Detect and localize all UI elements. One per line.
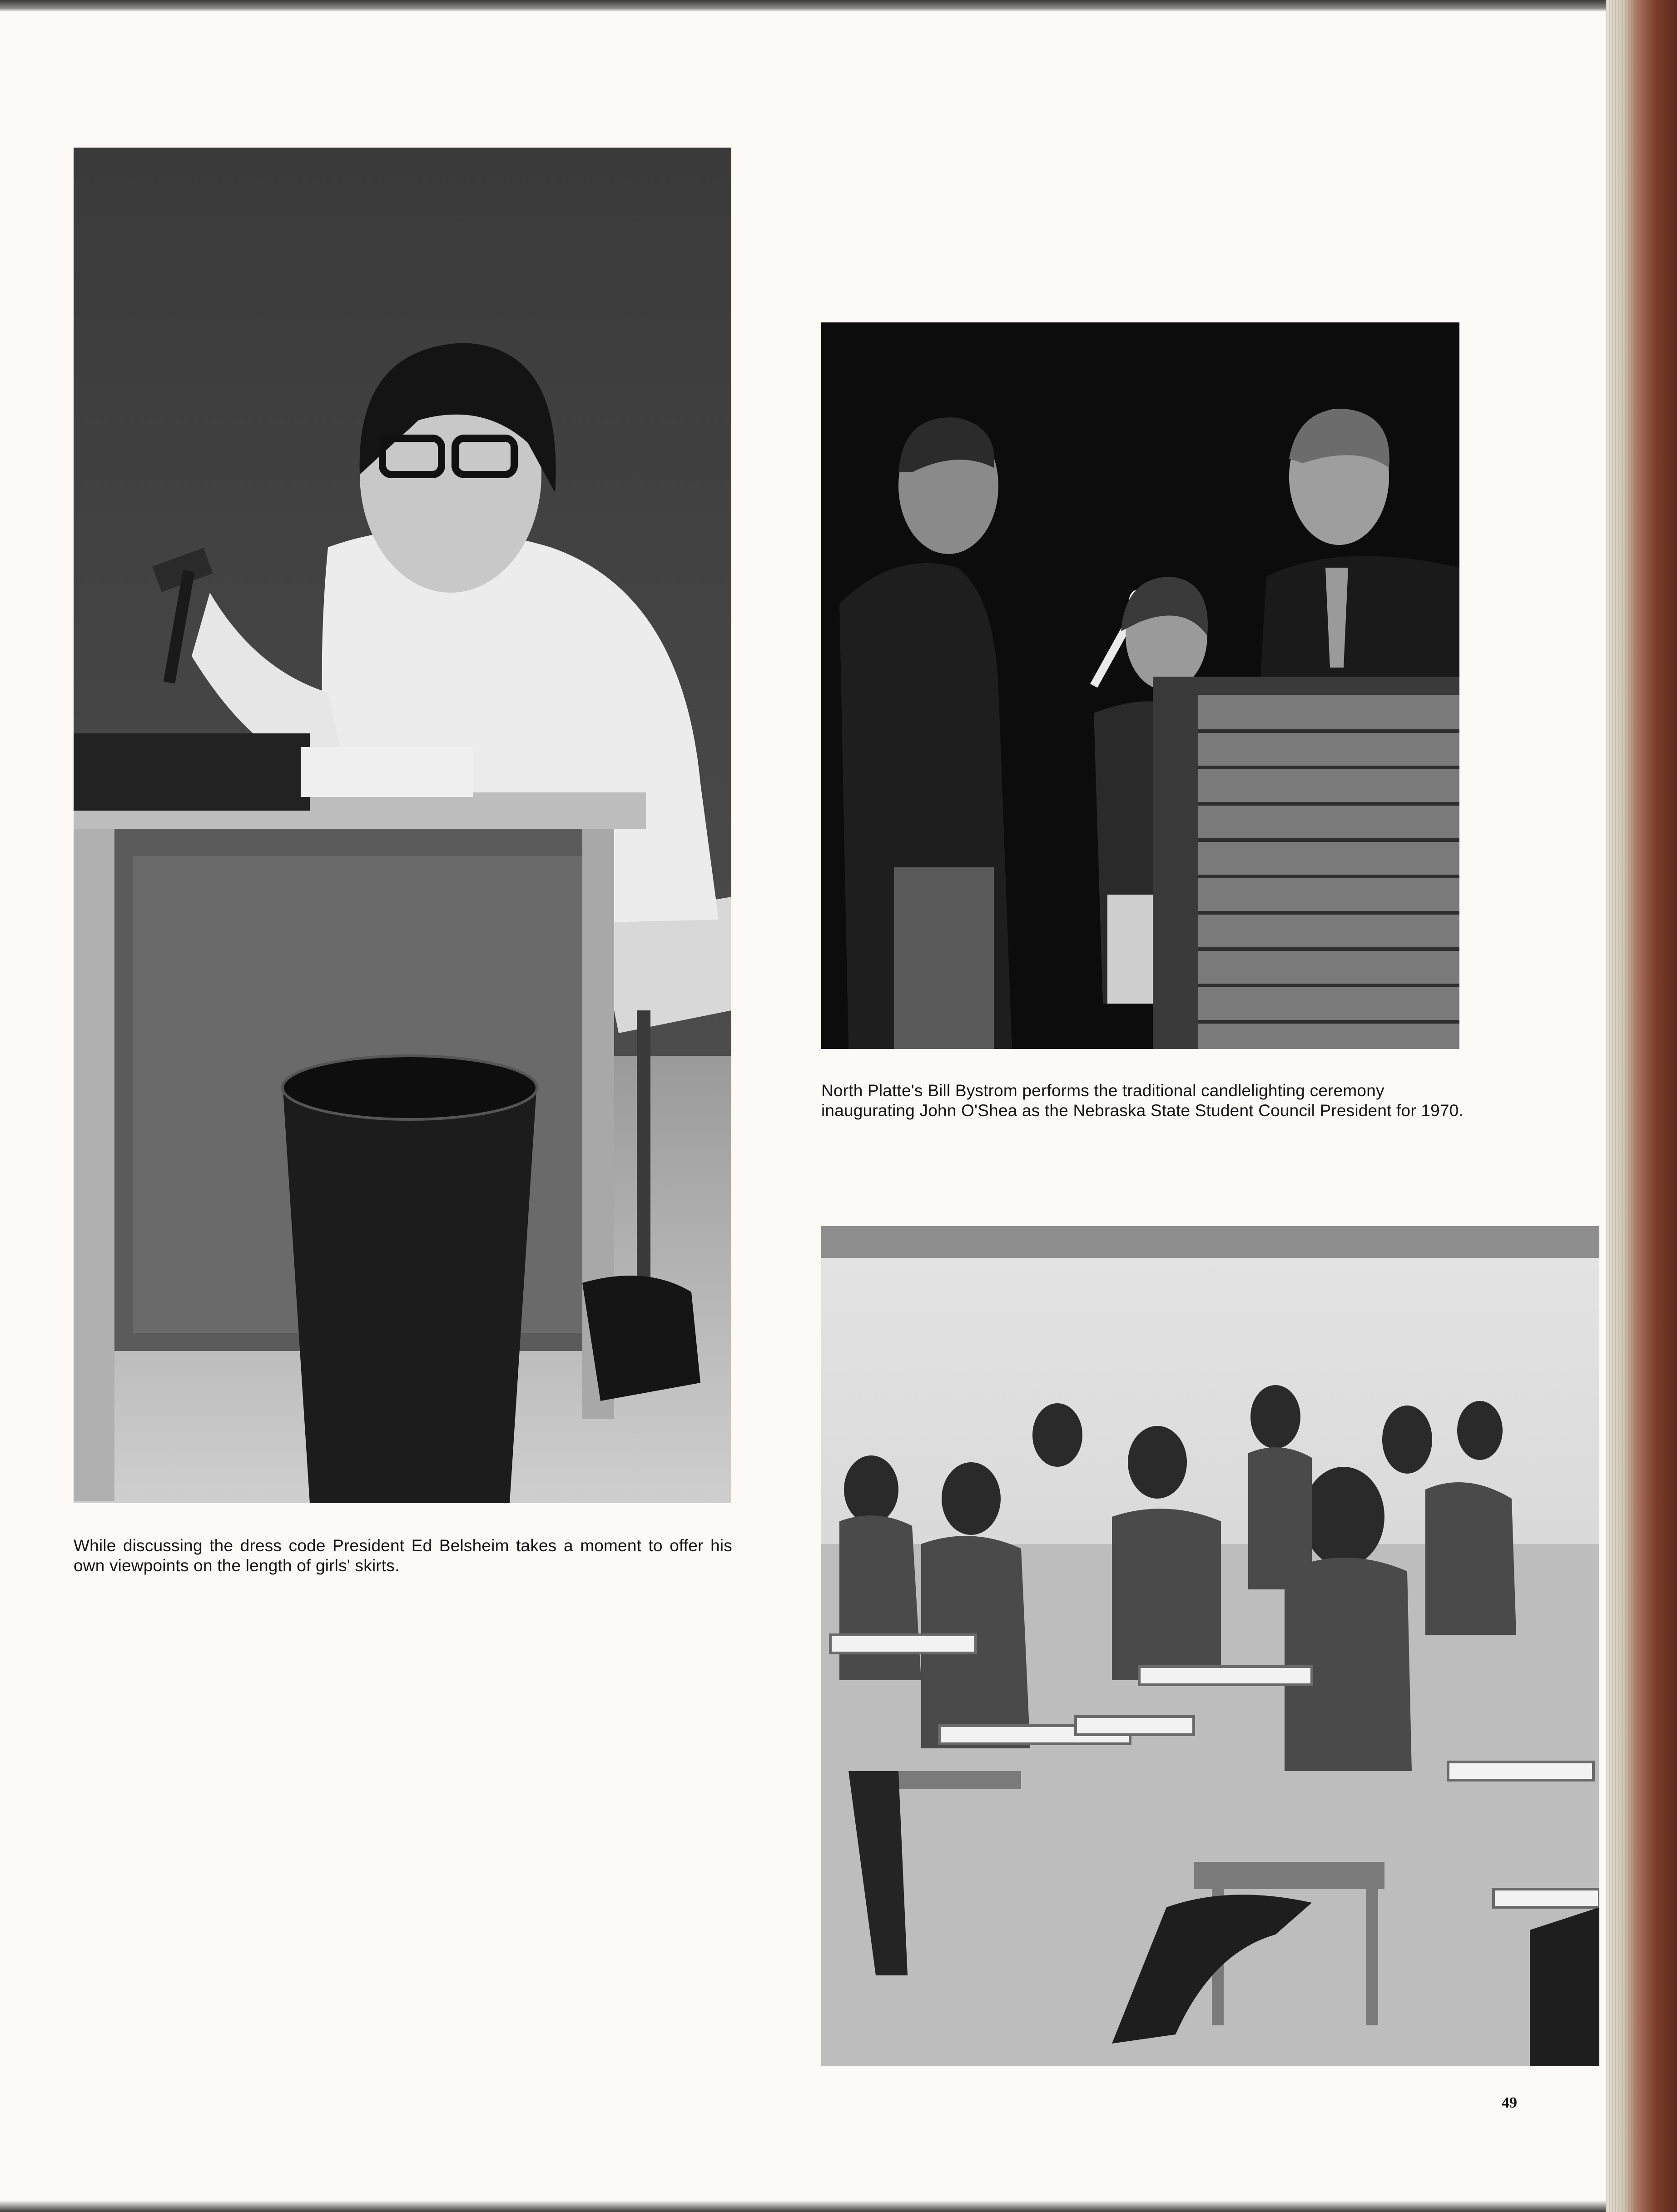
page-number: 49 [1502, 2094, 1517, 2111]
photo-classroom [821, 1226, 1599, 2066]
book-binding [1606, 0, 1677, 2212]
page-top-edge [0, 0, 1606, 12]
caption-candlelighting: North Platte's Bill Bystrom performs the traditional candlelighting ceremony inaugurating John O'Shea as the Nebraska State Student Council President for 1970. [821, 1081, 1464, 1120]
page-bottom-edge [0, 2200, 1606, 2212]
caption-president: While discussing the dress code President Ed Belsheim takes a moment to offer his own viewpoints on the length of girls' skirts. [74, 1536, 732, 1575]
photo-candlelighting [821, 322, 1459, 1049]
photo-president-gavel [74, 148, 731, 1503]
